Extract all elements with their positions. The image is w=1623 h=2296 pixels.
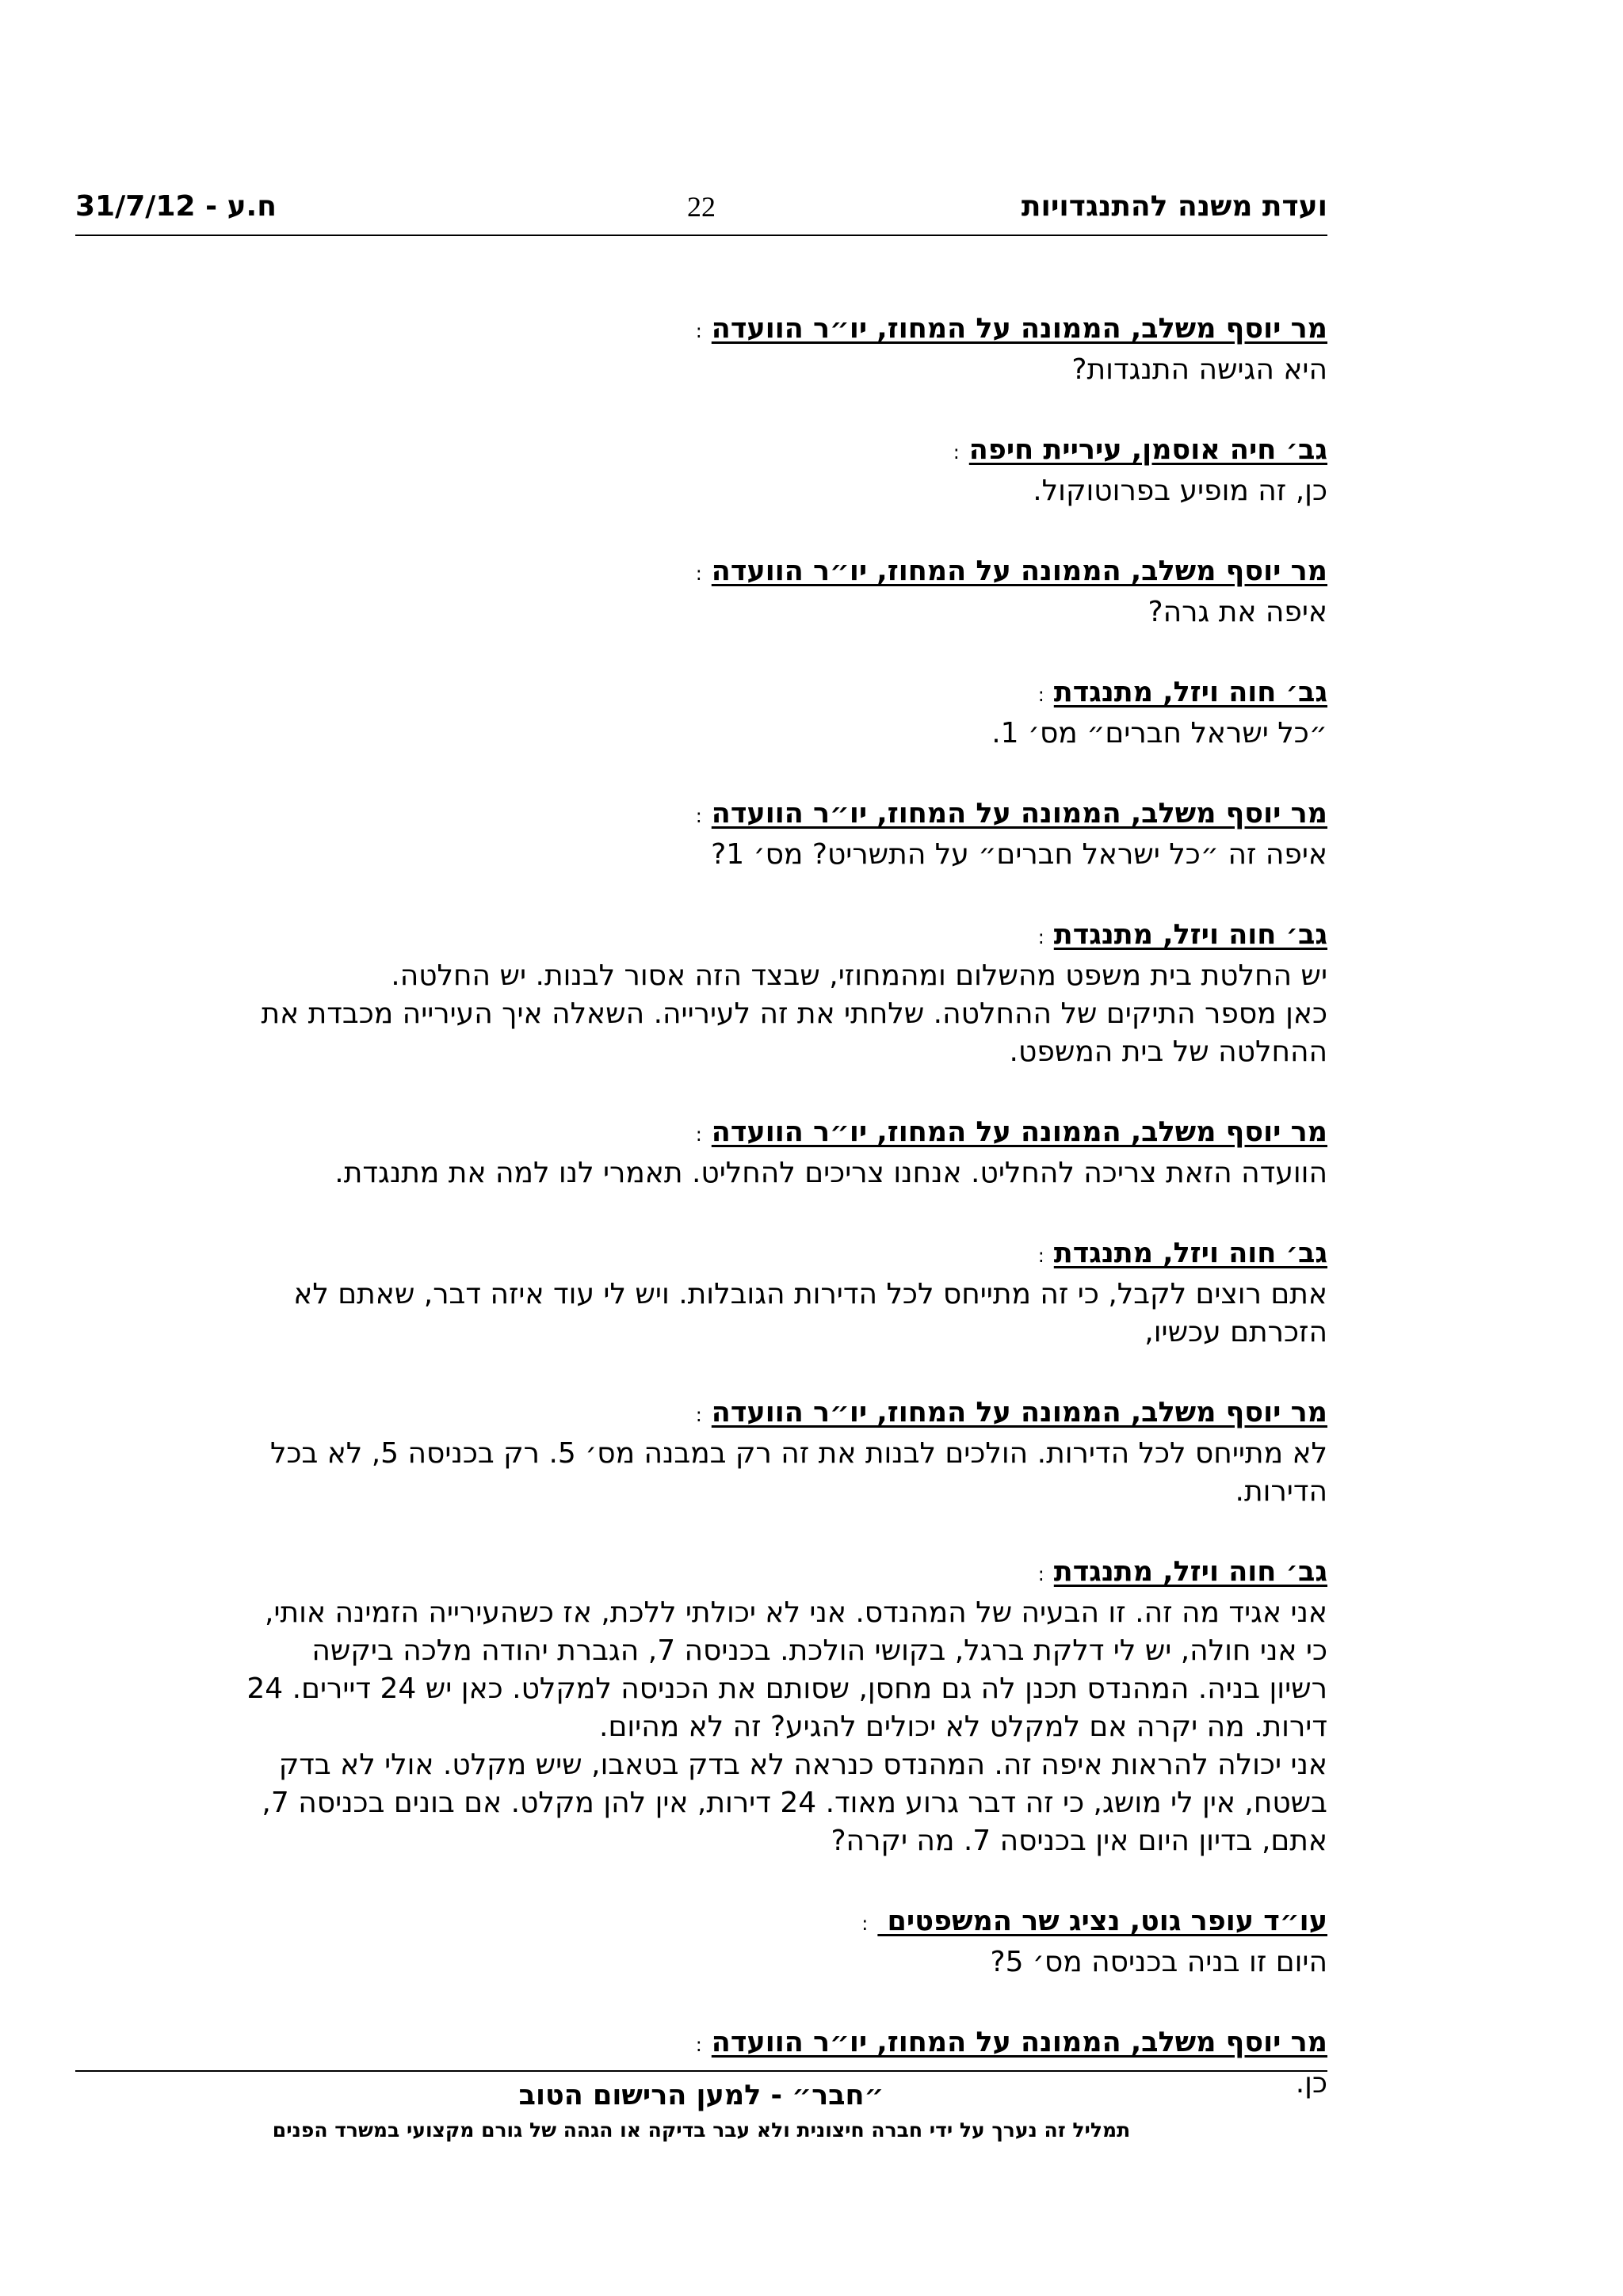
speaker-colon: :	[1037, 1563, 1044, 1585]
footer-disclaimer: תמליל זה נערך על ידי חברה חיצונית ולא עבר בדיקה או הגהה של גורם מקצועי במשרד הפנים	[272, 2119, 1131, 2142]
speaker-line	[75, 1234, 1327, 1276]
speech-line: אני אגיד מה זה. זו הבעיה של המהנדס. אני לא יכולתי ללכת, אז כשהעירייה הזמינה אותי,	[265, 1596, 1327, 1629]
speech-line: אני יכולה להראות איפה זה. המהנדס כנראה לא בדק בטאבו, שיש מקלט. אולי לא בדק	[278, 1749, 1327, 1781]
dialogue-entry	[75, 1393, 1327, 1511]
speech-line: אתם רוצים לקבל, כי זה מתייחס לכל הדירות הגובלות. ויש לי עוד איזה דבר, שאתם לא	[293, 1278, 1327, 1310]
dialogue-entry	[75, 1234, 1327, 1352]
speaker-colon: :	[1037, 1245, 1044, 1267]
speaker-name: גב׳ חוה ויזל, מתנגדת	[1053, 1556, 1327, 1588]
dialogue-entry	[75, 794, 1327, 874]
speech-line: כן.	[1295, 2067, 1327, 2100]
speaker-colon: :	[861, 1913, 869, 1935]
speaker-line	[75, 551, 1327, 593]
speaker-line	[75, 915, 1327, 957]
page-number: 22	[687, 191, 716, 223]
speaker-name: גב׳ חוה ויזל, מתנגדת	[1053, 677, 1327, 708]
dialogue-entry	[75, 551, 1327, 631]
speaker-name: מר יוסף משלב, הממונה על המחוז, יו״ר הוועדה	[711, 798, 1327, 830]
speaker-line	[75, 1112, 1327, 1154]
speech-line: דירות. מה יקרה אם למקלט לא יכולים להגיע? זה לא מהיום.	[599, 1711, 1327, 1743]
speaker-colon: :	[695, 2034, 702, 2056]
speech-line: הדירות.	[1235, 1475, 1327, 1508]
speech-line: הוועדה הזאת צריכה להחליט. אנחנו צריכים להחליט. תאמרי לנו למה את מתנגדת.	[334, 1157, 1327, 1189]
speech-line: לא מתייחס לכל הדירות. הולכים לבנות את זה רק במבנה מס׳ 5. רק בכניסה 5, לא בכל	[269, 1437, 1327, 1470]
speech-line: ההחלטה של בית המשפט.	[1009, 1035, 1327, 1068]
speech-line: ״כל ישראל חברים״ מס׳ 1.	[991, 717, 1327, 749]
speech-line: הזכרתם עכשיו,	[1144, 1316, 1327, 1348]
speaker-name: עו״ד עופר גוט, נציג שר המשפטים	[877, 1905, 1327, 1937]
speech-line: רשיון בניה. המהנדס תכנן לה גם מחסן, שסותם את הכניסה למקלט. כאן יש 24 דיירים. 24	[246, 1672, 1327, 1705]
speech-line: כן, זה מופיע בפרוטוקול.	[1033, 475, 1327, 507]
speaker-line	[75, 794, 1327, 836]
page-footer	[75, 2070, 1327, 2146]
speaker-colon: :	[1037, 926, 1044, 948]
footer-slogan: ״חבר״ - למען הרישום הטוב	[518, 2080, 884, 2111]
speech-line: אתם, בדיון היום אין בכניסה 7. מה יקרה?	[831, 1825, 1327, 1857]
dialogue-entry	[75, 915, 1327, 1071]
speaker-colon: :	[1037, 684, 1044, 706]
dialogue-entry	[75, 1901, 1327, 1981]
dialogue-entry	[75, 430, 1327, 510]
speech-line: כאן מספר התיקים של ההחלטה. שלחתי את זה לעירייה. השאלה איך העירייה מכבדת את	[261, 997, 1327, 1030]
speaker-colon: :	[695, 320, 702, 342]
speech-line: איפה זה ״כל ישראל חברים״ על התשריט? מס׳ 1?	[711, 838, 1327, 871]
dialogue-entry	[75, 309, 1327, 389]
speech-line: היום זו בניה בכניסה מס׳ 5?	[990, 1946, 1327, 1978]
speaker-colon: :	[695, 805, 702, 827]
speaker-colon: :	[695, 1404, 702, 1426]
speaker-name: מר יוסף משלב, הממונה על המחוז, יו״ר הוועדה	[711, 1397, 1327, 1428]
speaker-line	[75, 2023, 1327, 2065]
speaker-name: מר יוסף משלב, הממונה על המחוז, יו״ר הוועדה	[711, 313, 1327, 345]
dialogue-entry	[75, 673, 1327, 753]
speaker-colon: :	[953, 441, 960, 463]
speaker-line	[75, 673, 1327, 715]
speaker-line	[75, 1901, 1327, 1943]
date-code: 31/7/12 - ח.ע	[75, 190, 277, 223]
speech-line: יש החלטת בית משפט מהשלום ומהמחוזי, שבצד הזה אסור לבנות. יש החלטה.	[391, 959, 1327, 992]
speaker-name: גב׳ חוה ויזל, מתנגדת	[1053, 1238, 1327, 1269]
speaker-line	[75, 309, 1327, 351]
speaker-line	[75, 430, 1327, 472]
speaker-colon: :	[695, 1123, 702, 1146]
speaker-name: גב׳ חוה ויזל, מתנגדת	[1053, 919, 1327, 951]
speaker-name: מר יוסף משלב, הממונה על המחוז, יו״ר הוועדה	[711, 1116, 1327, 1148]
committee-title: ועדת משנה להתנגדויות	[1021, 190, 1327, 223]
dialogue-entry	[75, 1112, 1327, 1192]
speaker-name: גב׳ חיה אוסמן, עיריית חיפה	[968, 434, 1327, 466]
speech-line: בשטח, אין לי מושג, כי זה דבר גרוע מאוד. 24 דירות, אין להן מקלט. אם בונים בכניסה 7,	[262, 1787, 1327, 1819]
speaker-line	[75, 1552, 1327, 1594]
dialogue-entry	[75, 1552, 1327, 1860]
speaker-colon: :	[695, 563, 702, 585]
speaker-name: מר יוסף משלב, הממונה על המחוז, יו״ר הוועדה	[711, 2027, 1327, 2058]
page-header	[75, 189, 1327, 236]
speech-line: איפה את גרה?	[1148, 596, 1327, 628]
speaker-name: מר יוסף משלב, הממונה על המחוז, יו״ר הוועדה	[711, 555, 1327, 587]
transcript-body	[75, 309, 1327, 2144]
speech-line: היא הגישה התנגדות?	[1071, 353, 1327, 386]
speaker-line	[75, 1393, 1327, 1435]
speech-line: כי אני חולה, יש לי דלקת ברגל, בקושי הולכת. בכניסה 7, הגברת יהודה מלכה ביקשה	[311, 1634, 1327, 1667]
